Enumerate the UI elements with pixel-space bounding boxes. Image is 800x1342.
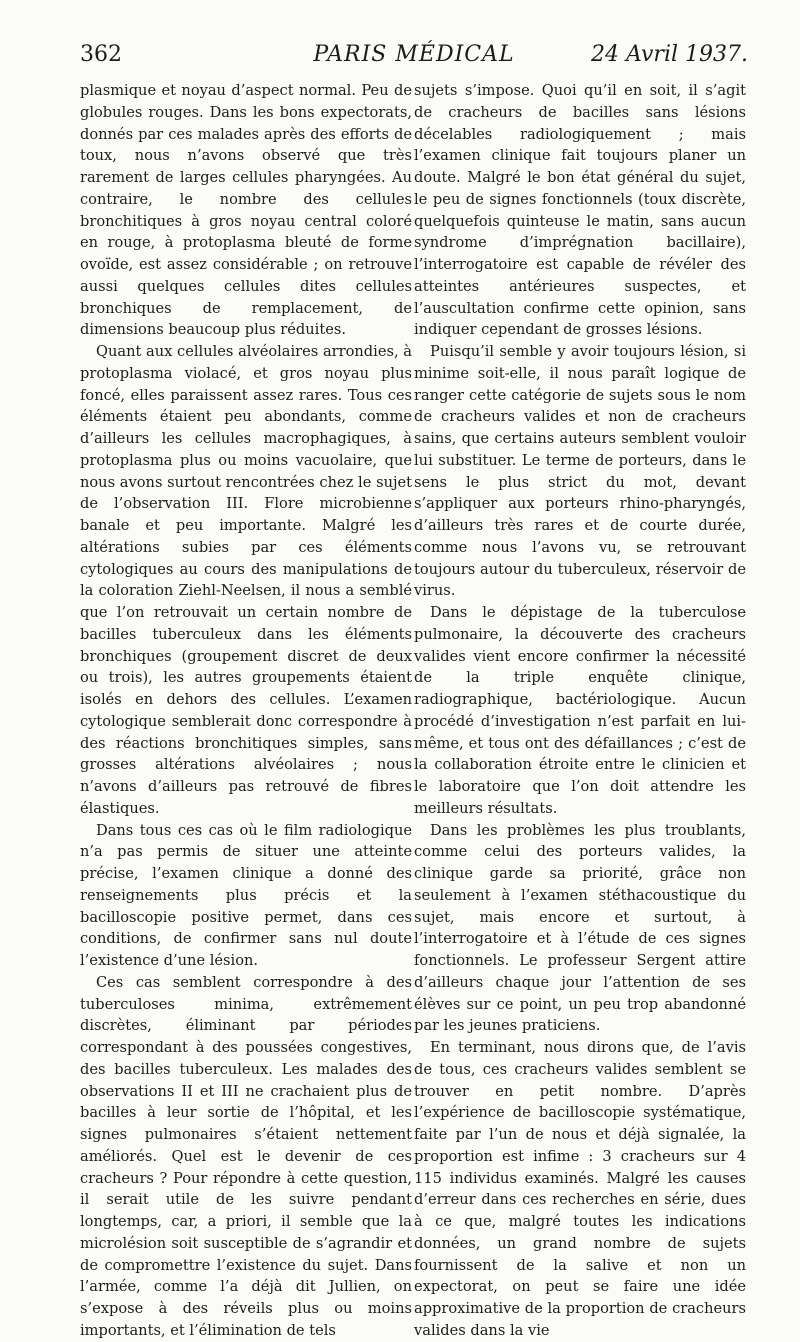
running-header [80,42,748,76]
paragraph: Puisqu’il semble y avoir toujours lésion, si minime soit-elle, il nous paraît logique de ranger cette catégorie de sujets sous le nom de cracheurs valides et non de cracheurs sains, que certains auteurs semblent vouloir lui substituer. Le terme de porteurs, dans le sens le plus strict du mot, devant s’appliquer aux porteurs rhino-pharyngés, d’ailleurs très rares et de courte durée, comme nous l’avons vu, se retrouvant toujours autour du tuberculeux, réservoir de virus. [414,343,746,600]
paragraph: Ces cas semblent correspondre à des tuberculoses minima, extrêmement discrètes, éliminant par périodes correspondant à des poussées congestives, des bacilles tuberculeux. Les malades des observations II et III ne crachaient plus de bacilles à leur sortie de l’hôpital, et les signes pulmonaires s’étaient nettement améliorés. Quel est le devenir de ces cracheurs ? Pour répondre à cette question, il serait utile de les suivre pendant longtemps, car, a priori, il semble que la microlésion soit susceptible de s’agrandir et de compromettre l’existence du sujet. Dans l’armée, comme l’a déjà dit Jullien, on s’expose à des réveils plus ou moins importants, et l’élimination de tels [80,973,412,1339]
paragraph: En terminant, nous dirons que, de l’avis de tous, ces cracheurs valides semblent se trouver en petit nombre. D’après l’expérience de bacilloscopie systématique, faite par l’un de nous et déjà signalée, la proportion est infime : 3 cracheurs sur 4 115 individus examinés. Malgré les causes d’erreur dans ces recherches en série, dues à ce que, malgré toutes les indications données, un grand nombre de sujets fournissent de la salive et non un expectorat, on peut se faire une idée approximative de la proportion de cracheurs valides dans la vie [414,1039,746,1339]
paragraph: Dans le dépistage de la tuberculose pulmonaire, la découverte des cracheurs valides vient encore confirmer la nécessité de la triple enquête clinique, radiographique, bactériologique. Aucun procédé d’investigation n’est parfait en lui-même, et tous ont des défaillances ; c’est de la collaboration étroite entre le clinicien et le laboratoire que l’on doit attendre les meilleurs résultats. [414,604,746,817]
paragraph: Dans tous ces cas où le film radiologique n’a pas permis de situer une atteinte précise, l’examen clinique a donné des renseignements plus précis et la bacilloscopie positive permet, dans ces conditions, de confirmer sans nul doute l’existence d’une lésion. [80,821,412,969]
page-number: 362 [80,42,122,67]
right-column [414,80,746,1342]
issue-date: 24 Avril 1937. [591,42,748,67]
paragraph: Dans les problèmes les plus troublants, comme celui des porteurs valides, la clinique garde sa priorité, grâce non seulement à l’examen stéthacoustique du sujet, mais encore et surtout, à l’interrogatoire et à l’étude de ces signes fonctionnels. Le professeur Sergent attire d’ailleurs chaque jour l’attention de ses élèves sur ce point, un peu trop abandonné par les jeunes praticiens. [414,821,746,1035]
paragraph: plasmique et noyau d’aspect normal. Peu de globules rouges. Dans les bons expectorats, donnés par ces malades après des efforts de toux, nous n’avons observé que très rarement de larges cellules pharyngées. Au contraire, le nombre des cellules bronchitiques à gros noyau central coloré en rouge, à protoplasma bleuté de forme ovoïde, est assez considérable ; on retrouve aussi quelques cellules dites cellules bronchiques de remplacement, de dimensions beaucoup plus réduites. [80,82,412,339]
paragraph: Quant aux cellules alvéolaires arrondies, à protoplasma violacé, et gros noyau plus foncé, elles paraissent assez rares. Tous ces éléments étaient peu abondants, comme d’ailleurs les cellules macrophagiques, à protoplasma plus ou moins vacuolaire, que nous avons surtout rencontrées chez le sujet de l’observation III. Flore microbienne banale et peu importante. Malgré les altérations subies par ces éléments cytologiques au cours des manipulations de la coloration Ziehl-Neelsen, il nous a semblé que l’on retrouvait un certain nombre de bacilles tuberculeux dans les éléments bronchiques (groupement discret de deux ou trois), les autres groupements étaient isolés en dehors des cellules. L’examen cytologique semblerait donc correspondre à des réactions bronchitiques simples, sans grosses altérations alvéolaires ; nous n’avons d’ailleurs pas retrouvé de fibres élastiques. [80,343,412,817]
paragraph: sujets s’impose. Quoi qu’il en soit, il s’agit de cracheurs de bacilles sans lésions décelables radiologiquement ; mais l’examen clinique fait toujours planer un doute. Malgré le bon état général du sujet, le peu de signes fonctionnels (toux discrète, quelquefois quinteuse le matin, sans aucun syndrome d’imprégnation bacillaire), l’interrogatoire est capable de révéler des atteintes antérieures suspectes, et l’auscultation confirme cette opinion, sans indiquer cependant de grosses lésions. [414,82,746,339]
left-column [80,80,412,1342]
journal-title: PARIS MÉDICAL [313,42,515,67]
